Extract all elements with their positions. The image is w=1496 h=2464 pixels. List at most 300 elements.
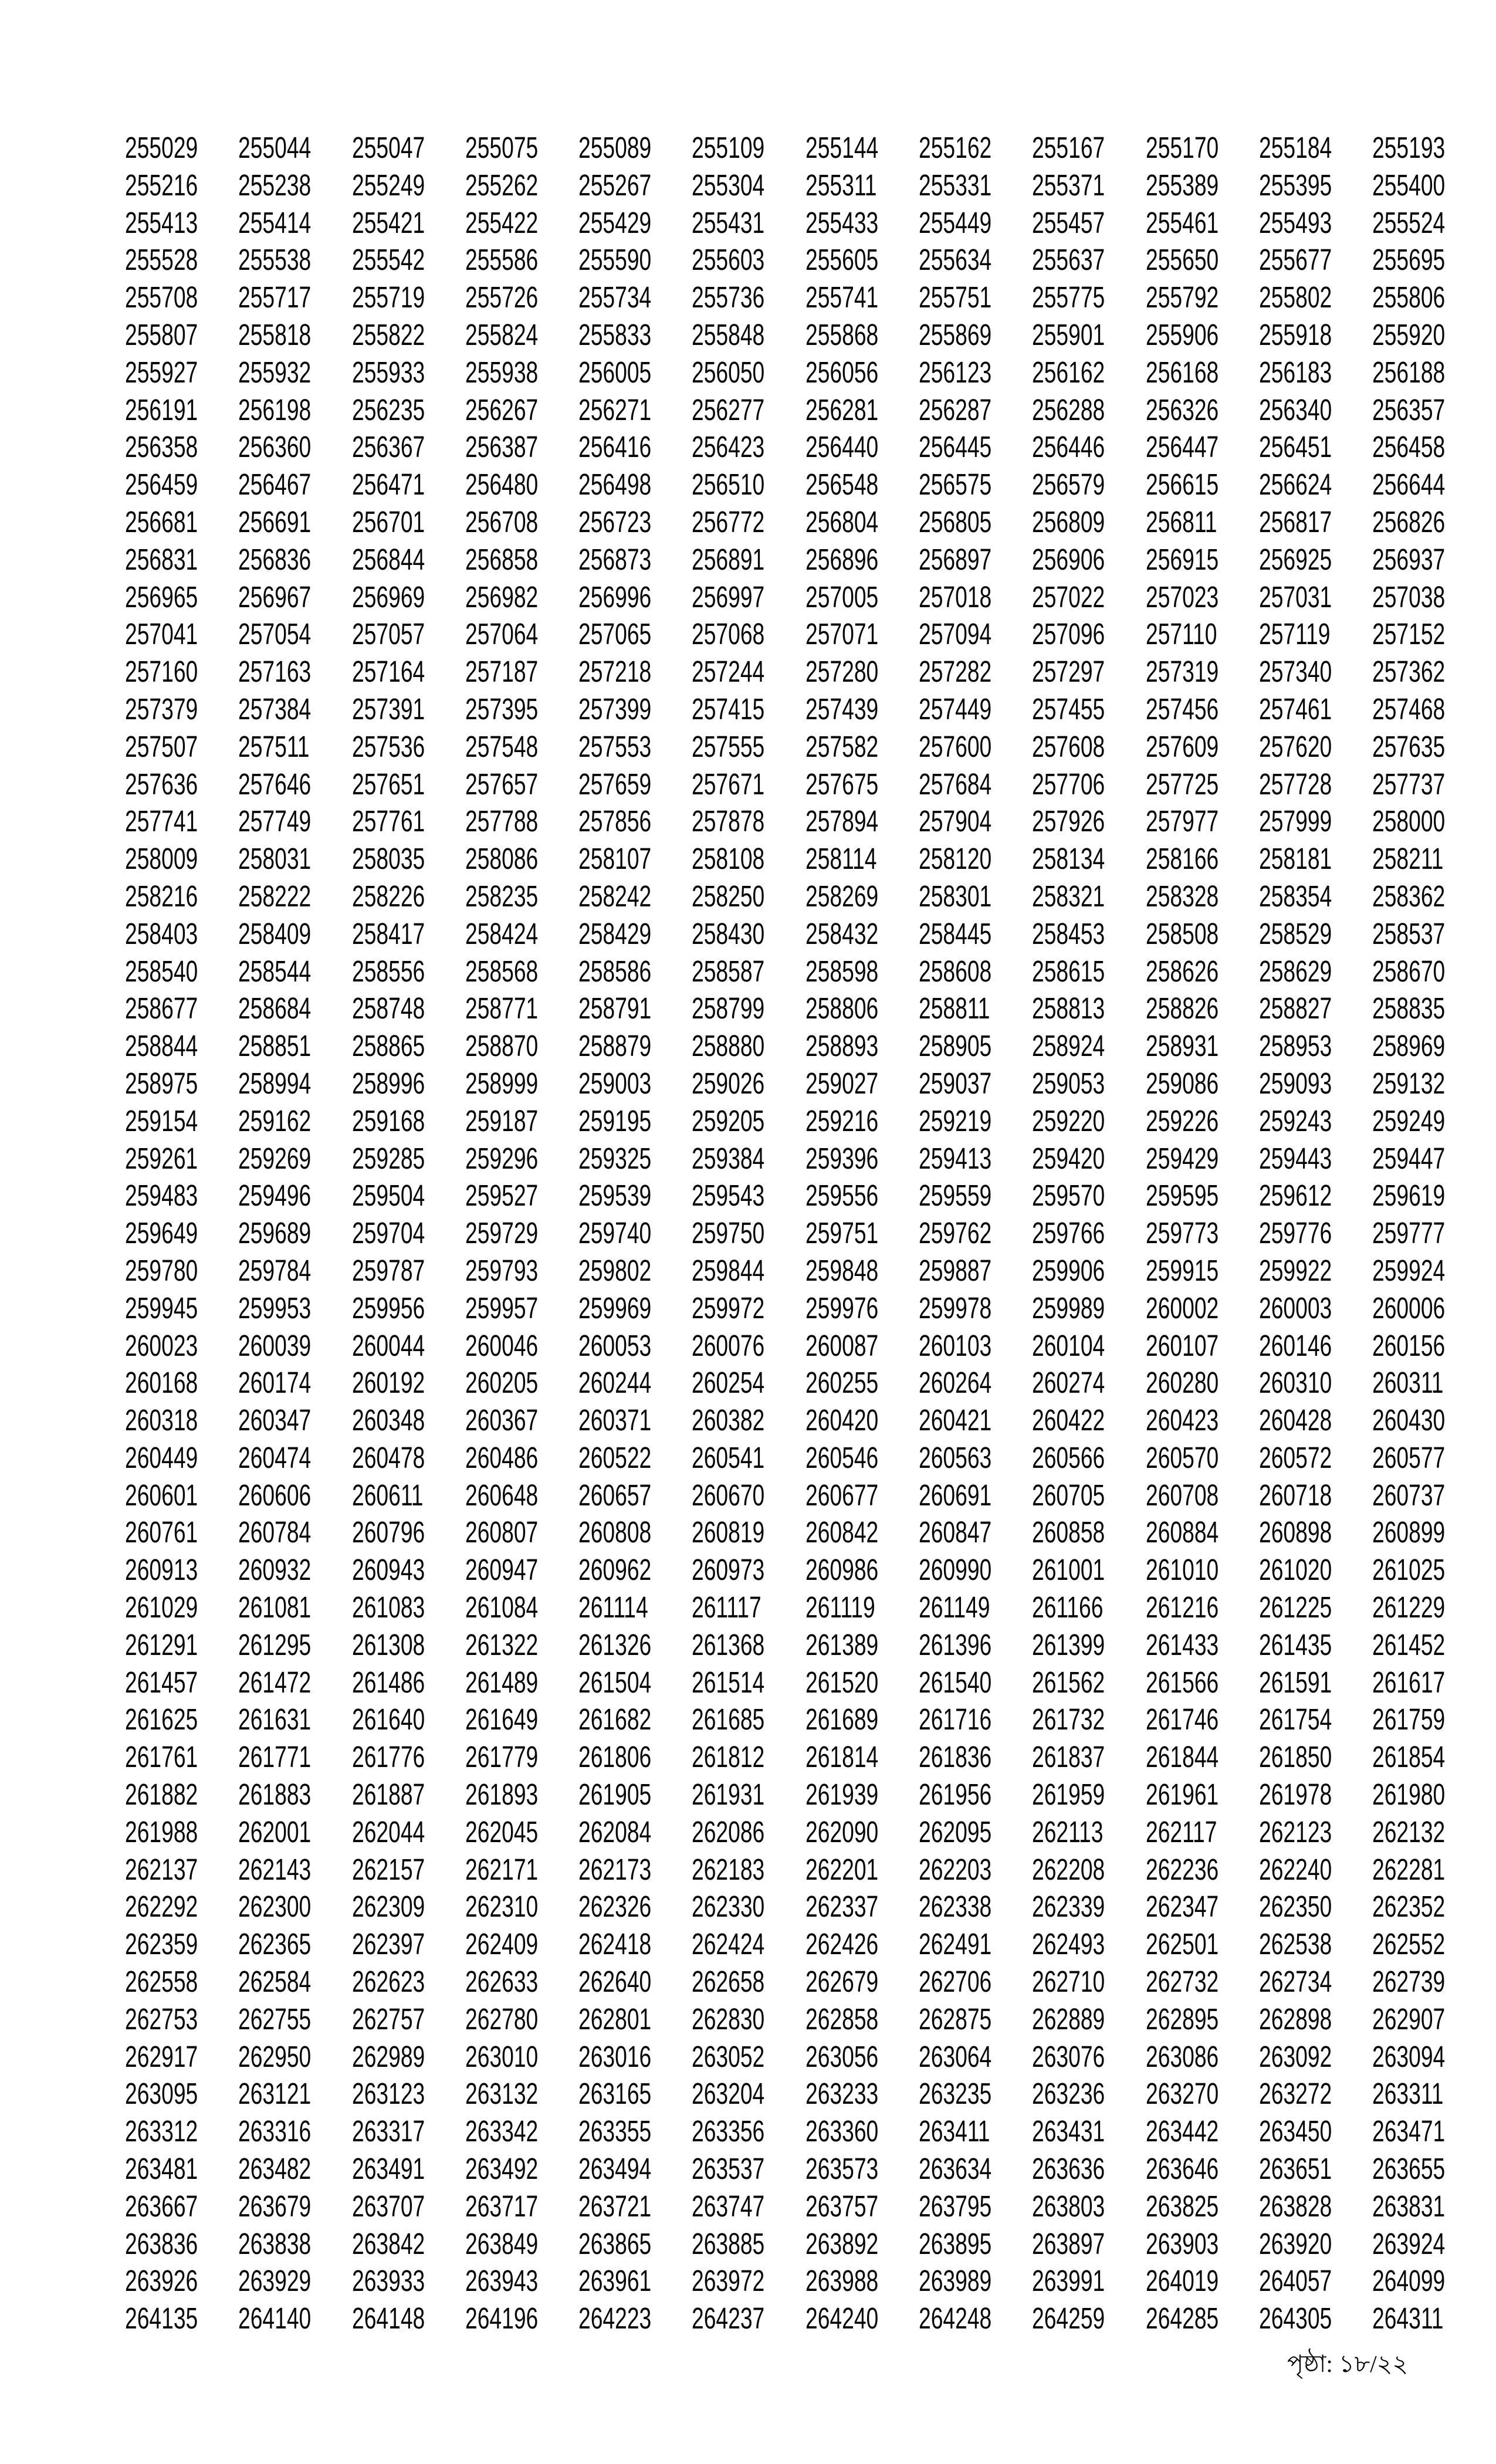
roll-number-cell: 255267 [578,168,652,202]
roll-number-cell: 262309 [351,1890,425,1924]
roll-number-cell: 260570 [1145,1440,1219,1474]
roll-number-cell: 263885 [692,2226,765,2260]
roll-number-cell: 256498 [578,468,652,502]
roll-number-cell: 255311 [805,168,877,202]
roll-number-cell: 257164 [351,655,425,689]
roll-row [125,2001,1486,2038]
roll-number-cell: 264237 [692,2301,765,2336]
roll-number-cell: 260807 [465,1515,539,1549]
roll-number-cell: 259243 [1258,1104,1332,1138]
roll-row [125,1402,1486,1439]
roll-number-cell: 258629 [1258,954,1332,988]
roll-number-cell: 261837 [1032,1740,1105,1774]
roll-row [125,1177,1486,1214]
roll-row [125,1888,1486,1925]
roll-number-cell: 256005 [578,355,652,389]
roll-number-cell: 256723 [578,505,652,539]
roll-number-cell: 262757 [351,2002,425,2036]
roll-number-cell: 262208 [1032,1852,1105,1886]
roll-number-cell: 256271 [578,392,652,427]
roll-number-cell: 255918 [1258,317,1332,351]
roll-row [125,766,1486,803]
roll-number-cell: 260002 [1145,1291,1219,1325]
roll-number-cell: 261225 [1258,1590,1332,1624]
roll-number-cell: 257152 [1372,617,1446,651]
roll-number-cell: 258598 [805,954,879,988]
roll-number-cell: 255695 [1372,243,1446,277]
roll-number-cell: 257737 [1372,767,1446,801]
roll-number-cell: 255802 [1258,280,1332,314]
roll-number-cell: 261396 [919,1627,992,1661]
roll-number-cell: 262123 [1258,1815,1332,1849]
roll-number-cell: 257657 [465,767,539,801]
roll-number-cell: 255906 [1145,317,1219,351]
roll-number-cell: 264305 [1258,2301,1332,2336]
roll-number-cell: 263849 [465,2226,539,2260]
roll-number-cell: 261649 [465,1703,539,1737]
roll-number-cell: 263165 [578,2077,652,2111]
roll-number-cell: 261850 [1258,1740,1332,1774]
roll-number-cell: 263991 [1032,2264,1105,2298]
roll-number-cell: 260421 [919,1403,992,1437]
roll-number-cell: 264248 [919,2301,992,2336]
roll-number-cell: 256277 [692,392,765,427]
roll-number-cell: 261081 [238,1590,312,1624]
roll-number-cell: 260708 [1145,1478,1219,1512]
roll-number-cell: 263929 [238,2264,312,2298]
roll-number-cell: 263491 [351,2152,425,2186]
roll-number-cell: 262658 [692,1965,765,1999]
roll-number-cell: 261472 [238,1665,312,1699]
roll-number-cell: 262889 [1032,2002,1105,2036]
roll-number-cell: 260737 [1372,1478,1446,1512]
roll-number-cell: 260943 [351,1553,425,1587]
roll-number-cell: 260986 [805,1553,879,1587]
roll-number-cell: 263961 [578,2264,652,2298]
roll-number-cell: 256360 [238,430,312,464]
roll-number-cell: 257553 [578,729,652,763]
roll-number-cell: 258615 [1032,954,1105,988]
roll-number-cell: 263989 [919,2264,992,2298]
roll-number-cell: 255848 [692,317,765,351]
roll-number-cell: 263537 [692,2152,765,2186]
roll-number-cell: 263132 [465,2077,539,2111]
roll-number-cell: 262989 [351,2039,425,2073]
roll-number-cell: 262240 [1258,1852,1332,1886]
roll-number-cell: 262171 [465,1852,539,1886]
roll-number-cell: 259053 [1032,1066,1105,1100]
roll-number-cell: 261010 [1145,1553,1219,1587]
roll-number-cell: 255193 [1372,131,1446,164]
roll-number-cell: 257608 [1032,729,1105,763]
roll-number-cell: 258880 [692,1029,765,1063]
roll-number-cell: 258114 [805,842,877,876]
roll-number-cell: 263634 [919,2152,992,2186]
roll-number-cell: 255422 [465,205,539,239]
roll-number-cell: 261988 [125,1815,198,1849]
roll-number-cell: 256459 [125,468,198,502]
roll-number-cell: 262201 [805,1852,879,1886]
roll-number-cell: 259447 [1372,1141,1446,1175]
roll-number-cell: 263236 [1032,2077,1105,2111]
roll-number-cell: 256873 [578,542,652,576]
roll-number-cell: 257022 [1032,580,1105,614]
roll-number-cell: 255395 [1258,168,1332,202]
roll-number-cell: 259443 [1258,1141,1332,1175]
roll-number-cell: 260899 [1372,1515,1446,1549]
roll-row [125,1813,1486,1851]
roll-number-cell: 263943 [465,2264,539,2298]
roll-number-cell: 257064 [465,617,539,651]
roll-number-cell: 262710 [1032,1965,1105,1999]
roll-number-cell: 255331 [919,168,992,202]
roll-number-cell: 257439 [805,692,879,726]
roll-number-cell: 263828 [1258,2189,1332,2223]
roll-number-cell: 262352 [1372,1890,1446,1924]
roll-number-cell: 263795 [919,2189,992,2223]
roll-number-cell: 262300 [238,1890,312,1924]
roll-number-cell: 261514 [692,1665,765,1699]
roll-number-cell: 256548 [805,468,879,502]
roll-number-cell: 260566 [1032,1440,1105,1474]
roll-number-cell: 263270 [1145,2077,1219,2111]
roll-number-cell: 258000 [1372,804,1446,838]
roll-number-cell: 255868 [805,317,879,351]
roll-number-cell: 256480 [465,468,539,502]
roll-number-cell: 257609 [1145,729,1219,763]
roll-row [125,204,1486,242]
roll-number-cell: 260205 [465,1366,539,1400]
roll-number-cell: 263052 [692,2039,765,2073]
roll-number-cell: 255089 [578,131,652,164]
roll-number-cell: 256168 [1145,355,1219,389]
roll-number-cell: 260884 [1145,1515,1219,1549]
roll-number-cell: 257244 [692,655,765,689]
roll-number-cell: 262830 [692,2002,765,2036]
roll-number-cell: 256967 [238,580,312,614]
roll-number-cell: 263831 [1372,2189,1446,2223]
roll-number-cell: 256982 [465,580,539,614]
roll-number-cell: 263010 [465,2039,539,2073]
roll-number-cell: 257977 [1145,804,1219,838]
roll-number-cell: 258409 [238,916,312,950]
roll-number-cell: 259689 [238,1216,312,1250]
roll-row [125,1027,1486,1065]
roll-row [125,878,1486,915]
roll-number-cell: 263933 [351,2264,425,2298]
roll-number-cell: 259953 [238,1291,312,1325]
roll-number-cell: 260847 [919,1515,992,1549]
roll-number-cell: 257031 [1258,580,1332,614]
roll-number-cell: 257659 [578,767,652,801]
roll-number-cell: 263272 [1258,2077,1332,2111]
roll-number-cell: 260973 [692,1553,765,1587]
roll-number-cell: 255542 [351,243,425,277]
roll-number-cell: 262001 [238,1815,312,1849]
roll-number-cell: 257340 [1258,655,1332,689]
roll-number-cell: 255044 [238,131,312,164]
roll-number-cell: 255869 [919,317,992,351]
roll-number-cell: 258445 [919,916,992,950]
roll-number-cell: 261291 [125,1627,198,1661]
roll-number-cell: 264148 [351,2301,425,2336]
roll-number-cell: 258556 [351,954,425,988]
roll-number-cell: 255822 [351,317,425,351]
roll-number-cell: 257280 [805,655,879,689]
roll-number-cell: 257096 [1032,617,1105,651]
roll-number-cell: 255824 [465,317,539,351]
roll-number-cell: 261682 [578,1703,652,1737]
roll-number-cell: 258771 [465,991,539,1025]
roll-number-cell: 262706 [919,1965,992,1999]
roll-number-cell: 255734 [578,280,652,314]
roll-number-cell: 263342 [465,2114,539,2148]
roll-number-cell: 257319 [1145,655,1219,689]
roll-number-cell: 259751 [805,1216,879,1250]
roll-number-cell: 258791 [578,991,652,1025]
roll-number-cell: 259649 [125,1216,198,1250]
roll-number-cell: 262739 [1372,1965,1446,1999]
roll-row [125,2075,1486,2113]
roll-number-cell: 258529 [1258,916,1332,950]
roll-number-cell: 260478 [351,1440,425,1474]
roll-number-cell: 263356 [692,2114,765,2148]
roll-number-cell: 259915 [1145,1253,1219,1287]
roll-number-cell: 255304 [692,168,765,202]
roll-number-cell: 262338 [919,1890,992,1924]
roll-row [125,578,1486,616]
roll-row [125,691,1486,728]
roll-number-cell: 260657 [578,1478,652,1512]
roll-number-cell: 257999 [1258,804,1332,838]
roll-number-cell: 259216 [805,1104,879,1138]
roll-number-cell: 255603 [692,243,765,277]
roll-number-cell: 257399 [578,692,652,726]
roll-number-cell: 257218 [578,655,652,689]
roll-number-cell: 262501 [1145,1927,1219,1961]
roll-number-cell: 263121 [238,2077,312,2111]
roll-number-cell: 263573 [805,2152,879,2186]
roll-number-cell: 255457 [1032,205,1105,239]
roll-row [125,466,1486,503]
roll-row [125,2113,1486,2150]
roll-number-cell: 262780 [465,2002,539,2036]
roll-number-cell: 257894 [805,804,879,838]
roll-number-cell: 255429 [578,205,652,239]
roll-number-cell: 258250 [692,879,765,913]
roll-row [125,1589,1486,1626]
roll-number-cell: 258587 [692,954,765,988]
roll-number-cell: 263865 [578,2226,652,2260]
roll-number-cell: 258677 [125,991,198,1025]
roll-number-cell: 256811 [1145,505,1217,539]
roll-row [125,1776,1486,1813]
roll-number-cell: 261689 [805,1703,879,1737]
roll-number-cell: 263355 [578,2114,652,2148]
roll-number-cell: 257536 [351,729,425,763]
roll-number-cell: 259740 [578,1216,652,1250]
roll-number-cell: 260808 [578,1515,652,1549]
roll-number-cell: 259844 [692,1253,765,1287]
roll-number-cell: 263095 [125,2077,198,2111]
roll-number-cell: 263450 [1258,2114,1332,2148]
roll-number-cell: 262753 [125,2002,198,2036]
roll-number-cell: 257282 [919,655,992,689]
roll-number-cell: 259249 [1372,1104,1446,1138]
roll-number-cell: 261029 [125,1590,198,1624]
roll-number-cell: 258166 [1145,842,1219,876]
roll-number-cell: 262895 [1145,2002,1219,2036]
roll-row [125,354,1486,391]
roll-number-cell: 257468 [1372,692,1446,726]
roll-number-cell: 261435 [1258,1627,1332,1661]
roll-number-cell: 256965 [125,580,198,614]
roll-number-cell: 262755 [238,2002,312,2036]
roll-number-cell: 257548 [465,729,539,763]
roll-number-cell: 260318 [125,1403,198,1437]
roll-number-cell: 262044 [351,1815,425,1849]
roll-number-cell: 259086 [1145,1066,1219,1100]
roll-number-cell: 261504 [578,1665,652,1699]
roll-number-cell: 256805 [919,505,992,539]
roll-number-cell: 260648 [465,1478,539,1512]
roll-number-cell: 260146 [1258,1328,1332,1362]
roll-number-cell: 260601 [125,1478,198,1512]
roll-row [125,2225,1486,2263]
roll-number-cell: 257057 [351,617,425,651]
roll-number-cell: 255029 [125,131,198,164]
roll-number-cell: 260044 [351,1328,425,1362]
roll-row [125,2038,1486,2076]
roll-row [125,279,1486,316]
roll-number-cell: 259989 [1032,1291,1105,1325]
roll-number-cell: 256467 [238,468,312,502]
roll-number-cell: 261166 [1032,1590,1104,1624]
roll-number-cell: 262292 [125,1890,198,1924]
roll-number-cell: 262732 [1145,1965,1219,1999]
roll-number-cell: 256235 [351,392,425,427]
roll-number-cell: 256858 [465,542,539,576]
roll-number-cell: 260572 [1258,1440,1332,1474]
roll-number-cell: 260192 [351,1366,425,1400]
roll-number-cell: 255605 [805,243,879,277]
roll-number-cell: 258684 [238,991,312,1025]
roll-number-cell: 260347 [238,1403,312,1437]
roll-number-cell: 259420 [1032,1141,1105,1175]
roll-number-cell: 262326 [578,1890,652,1924]
roll-number-cell: 255806 [1372,280,1446,314]
roll-number-cell: 263317 [351,2114,425,2148]
roll-number-cell: 263897 [1032,2226,1105,2260]
roll-number-cell: 258924 [1032,1029,1105,1063]
roll-number-cell: 258086 [465,842,539,876]
roll-number-cell: 263836 [125,2226,198,2260]
roll-number-cell: 259195 [578,1104,652,1138]
roll-number-cell: 255736 [692,280,765,314]
roll-number-cell: 263655 [1372,2152,1446,2186]
roll-number-cell: 256831 [125,542,198,576]
roll-number-cell: 256447 [1145,430,1219,464]
roll-number-cell: 259784 [238,1253,312,1287]
roll-number-cell: 263924 [1372,2226,1446,2260]
roll-number-cell: 255184 [1258,131,1332,164]
roll-row [125,803,1486,840]
roll-number-cell: 259922 [1258,1253,1332,1287]
roll-number-cell: 256701 [351,505,425,539]
roll-number-cell: 261806 [578,1740,652,1774]
roll-number-cell: 259906 [1032,1253,1105,1287]
roll-number-cell: 259924 [1372,1253,1446,1287]
roll-number-cell: 259539 [578,1179,652,1213]
roll-number-cell: 263492 [465,2152,539,2186]
roll-number-cell: 255162 [919,131,992,164]
roll-row [125,1214,1486,1252]
roll-number-cell: 262143 [238,1852,312,1886]
roll-number-cell: 255433 [805,205,879,239]
roll-number-cell: 258748 [351,991,425,1025]
roll-number-cell: 255075 [465,131,539,164]
roll-number-cell: 257297 [1032,655,1105,689]
roll-number-cell: 255047 [351,131,425,164]
roll-number-cell: 261882 [125,1778,198,1812]
roll-number-cell: 262397 [351,1927,425,1961]
roll-number-cell: 259766 [1032,1216,1105,1250]
roll-number-cell: 259205 [692,1104,765,1138]
roll-number-cell: 258235 [465,879,539,913]
roll-number-cell: 263311 [1372,2077,1444,2111]
roll-number-cell: 263312 [125,2114,198,2148]
roll-number-cell: 257449 [919,692,992,726]
roll-row [125,728,1486,766]
roll-number-cell: 257646 [238,767,312,801]
roll-number-cell: 261776 [351,1740,425,1774]
roll-row [125,1364,1486,1402]
roll-number-cell: 260274 [1032,1366,1105,1400]
roll-number-cell: 256288 [1032,392,1105,427]
roll-number-cell: 257856 [578,804,652,838]
roll-number-cell: 258931 [1145,1029,1219,1063]
roll-number-cell: 262183 [692,1852,765,1886]
roll-number-cell: 261452 [1372,1627,1446,1661]
roll-number-cell: 262623 [351,1965,425,1999]
roll-number-cell: 260420 [805,1403,879,1437]
roll-number-cell: 261591 [1258,1665,1332,1699]
roll-number-cell: 257706 [1032,767,1105,801]
roll-number-cell: 258806 [805,991,879,1025]
roll-number-cell: 258953 [1258,1029,1332,1063]
roll-row [125,2300,1486,2337]
roll-number-cell: 256446 [1032,430,1105,464]
roll-number-cell: 257728 [1258,767,1332,801]
roll-number-cell: 264259 [1032,2301,1105,2336]
roll-number-cell: 260784 [238,1515,312,1549]
roll-number-cell: 263667 [125,2189,198,2223]
roll-number-cell: 261025 [1372,1553,1446,1587]
roll-number-cell: 259296 [465,1141,539,1175]
roll-number-cell: 257384 [238,692,312,726]
roll-number-cell: 261939 [805,1778,879,1812]
roll-row [125,1925,1486,1963]
roll-number-cell: 255920 [1372,317,1446,351]
roll-number-cell: 257071 [805,617,879,651]
roll-number-cell: 257379 [125,692,198,726]
roll-number-cell: 255932 [238,355,312,389]
roll-row [125,615,1486,653]
roll-number-cell: 261732 [1032,1703,1105,1737]
roll-number-cell: 260898 [1258,1515,1332,1549]
roll-number-cell: 259429 [1145,1141,1219,1175]
roll-row [125,2262,1486,2300]
